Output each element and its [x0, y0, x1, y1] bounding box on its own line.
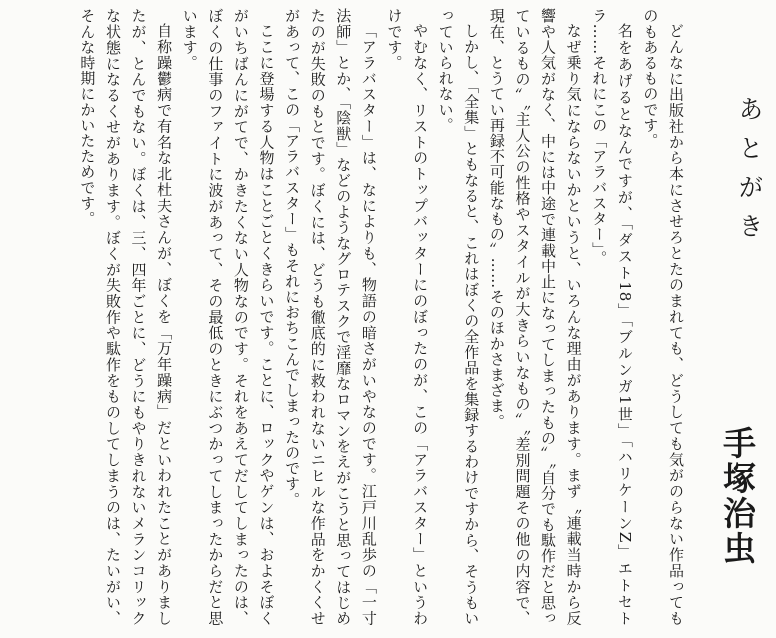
body-paragraph: 自称躁鬱病で有名な北杜夫さんが、ぼくを「万年躁病」だといわれたことがありましたが、とんでもない。ぼくは、三、四年ごとに、どうにもやりきれないメランコリックな状態になるくせがあります。ぼくが失敗作や駄作をものしてしまうのは、たいがい、そんな時期にかいたためです。: [78, 8, 174, 626]
body-paragraph: どんなに出版社から本にさせろとたのまれても、どうしても気がのらない作品ってものもあるものです。: [641, 8, 685, 626]
afterword-body: [18, 8, 688, 626]
body-paragraph: 「アラバスター」は、なによりも、物語の暗さがいやなのです。江戸川乱歩の「一寸法師」とか、「陰獣」などのようなグロテスクで淫靡なロマンをえがこうと思ってはじめたのが失敗のもとです。ぼくには、どうも徹底的に救われないニヒルな作品をかくくせがあって、この「アラバスター」もそれにおちこんでしまったのです。: [283, 8, 378, 626]
author-name: 手塚治虫: [718, 426, 757, 566]
body-paragraph: なぜ乗り気にならないかというと、いろんな理由があります。まず〝連載当時から反響や人気がなく、中には中途で連載中止になってしまったもの〟〝自分でも駄作だと思っているもの〟〝主人公の性格やスタイルが大きらいなもの〟〝差別問題その他の内容で、現在、とうてい再録不可能なもの〟……そのほかさまざま。: [487, 8, 583, 626]
body-paragraph: 名をあげるとなんですが、「ダスト18」「ブルンガ1世」「ハリケーンZ」エトセトラ……それにこの「アラバスター」。: [590, 8, 634, 626]
page-title: あとがき: [735, 96, 764, 252]
body-paragraph: ここに登場する人物はことごとくきらいです。ことに、ロックやゲンは、およそぼくがいちばんにがてで、かきたくない人物なのです。それをあえてだしてしまったのは、ぼくの仕事のファイトに波があって、その最低のときにぶつかってしまったからだと思います。: [180, 8, 276, 626]
body-paragraph: やむなく、リストのトップバッターにのぼったのが、この「アラバスター」というわけです。: [385, 8, 430, 626]
body-paragraph: しかし、「全集」ともなると、これはぼくの全作品を集録するわけですから、そうもいっていられない。: [436, 8, 481, 626]
